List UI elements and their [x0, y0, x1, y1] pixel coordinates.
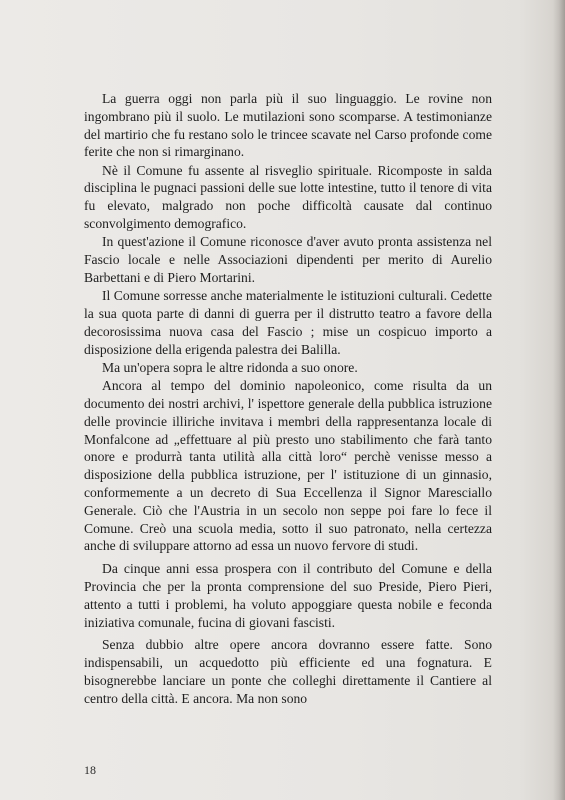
page-number: 18	[84, 763, 96, 777]
paragraph: La guerra oggi non parla più il suo linguaggio. Le rovine non ingombrano più il suolo. Le mutilazioni sono scomparse. A testimonianze del martirio che fu restano solo le trincee scavate nel Carso profonde come ferite che non si rimarginano.	[84, 91, 492, 160]
paragraph: Nè il Comune fu assente al risveglio spirituale. Ricomposte in salda disciplina le pugnaci passioni delle sue lotte intestine, tutto il tenore di vita fu elevato, malgrado non poche difficoltà causate dal continuo sconvolgimento demografico.	[84, 162, 492, 232]
paragraph: Ancora al tempo del dominio napoleonico, come risulta da un documento dei nostri archivi, l' ispettore generale della pubblica istruzione delle provincie illiriche invitava i membri della rappresentanza locale di Monfalcone ad „effettuare al più presto uno stabilimento che farà tanto onore e produrrà tanta utilità alla città loro“ perchè venisse messo a disposizione della pubblica istruzione, per l' istituzione di un ginnasio, conformemente a un decreto di Sua Eccellenza il Signor Maresciallo Generale. Ciò che l'Austria in un secolo non seppe poi fare lo fece il Comune. Creò una scuola media, sotto il suo patronato, nella certezza anche di sviluppare attorno ad essa un nuovo fervore di studi.	[84, 378, 492, 554]
paragraph: Il Comune sorresse anche materialmente le istituzioni culturali. Cedette la sua quota parte di danni di guerra per il distrutto teatro a favore della decorosissima nuova casa del Fascio ; mise un cospicuo importo a disposizione della erigenda palestra dei Balilla.	[84, 288, 492, 357]
page-edge-shadow	[553, 0, 565, 800]
paragraph: Ma un'opera sopra le altre ridonda a suo onore.	[102, 359, 358, 375]
paragraph: Da cinque anni essa prospera con il contributo del Comune e della Provincia che per la pronta comprensione del suo Preside, Piero Pieri, attento a tutti i problemi, ha voluto appoggiare questa nobile e feconda iniziativa comunale, fucina di giovani fascisti.	[84, 561, 492, 630]
body-text	[84, 90, 492, 708]
paragraph: In quest'azione il Comune riconosce d'aver avuto pronta assistenza nel Fascio locale e nelle Associazioni dipendenti per merito di Aurelio Barbettani e di Piero Mortarini.	[84, 234, 492, 285]
paragraph: Senza dubbio altre opere ancora dovranno essere fatte. Sono indispensabili, un acquedotto più efficiente ed una fognatura. E bisognerebbe lanciare un ponte che colleghi direttamente il Cantiere al centro della città. E ancora. Ma non sono	[84, 637, 492, 706]
